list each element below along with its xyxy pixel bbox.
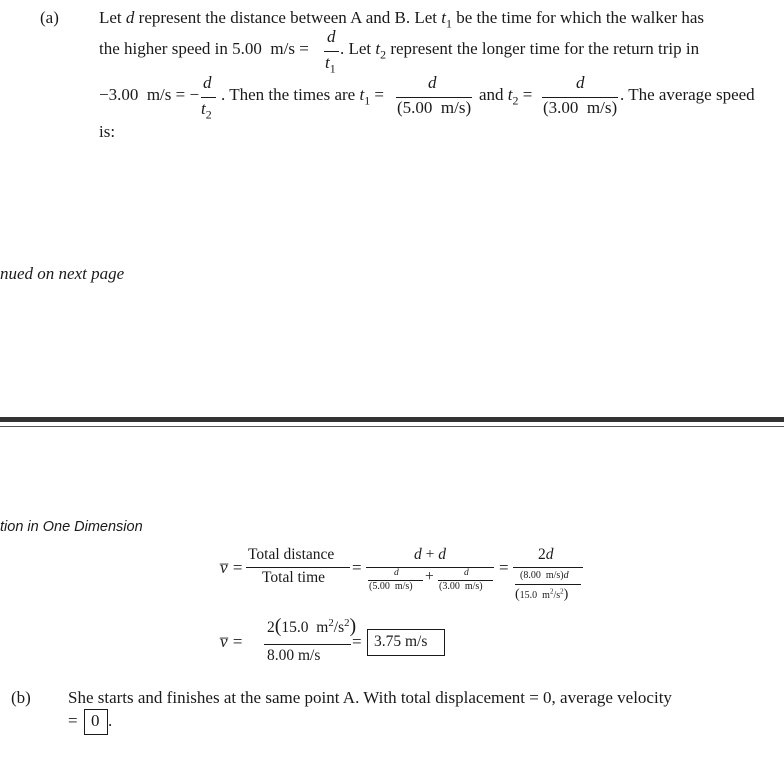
eq1-equals-1: = <box>352 558 362 577</box>
frac-t2-den-value: (3.00 m/s) <box>543 98 618 117</box>
part-b-label: (b) <box>11 688 31 707</box>
page-separator-thin <box>0 426 784 427</box>
chapter-header: tion in One Dimension <box>0 519 143 535</box>
frac-d-num-2: d <box>203 73 212 92</box>
eq2-frac-line <box>264 644 351 645</box>
eq2-result: 3.75 m/s <box>374 633 428 650</box>
eq1-den-15m2s2: (15.0 $m^2/s^2$) <box>515 587 569 602</box>
frac-t1-den-value: (5.00 m/s) <box>397 98 472 117</box>
eq2-denominator: 8.00 m/s <box>267 647 321 664</box>
eq1-den-3ms: (3.00 m/s) <box>439 581 483 592</box>
page-separator-thick <box>0 417 784 422</box>
eq1-frac-line-1 <box>246 567 350 568</box>
part-a-label: (a) <box>40 8 59 27</box>
frac-d-num: d <box>327 27 336 46</box>
eq1-den-5ms: (5.00 m/s) <box>369 581 413 592</box>
part-b-equals: = <box>68 711 78 730</box>
eq1-frac-line-3 <box>513 567 583 568</box>
frac-t2-den: $t_2$ <box>201 99 212 122</box>
eq1-den-d-small-1: d <box>394 568 399 578</box>
vbar-symbol-2: v̅ = <box>220 632 244 651</box>
continued-on-next-page: nued on next page <box>0 264 125 283</box>
eq1-num-d-plus-d: d + d <box>414 546 446 563</box>
eq1-den-total-time: Total time <box>262 569 326 586</box>
frac-t2-num: d <box>576 73 585 92</box>
eq1-den-d-small-2: d <box>464 568 469 578</box>
vbar-symbol-1: v̅ = <box>220 558 244 577</box>
frac-t1-den: $t_1$ <box>325 53 336 76</box>
frac-line-d-t2 <box>201 97 216 98</box>
part-b-period: . <box>108 711 113 730</box>
eq2-numerator: 2(15.0 $m^2/s^2$) <box>267 615 357 637</box>
part-a-line-2: the higher speed in 5.00 m/s = <box>99 39 309 58</box>
eq1-den-plus: + <box>425 568 434 585</box>
part-a-line-2-cont: . Let $t_2$ represent the longer time for the return trip in <box>340 39 700 62</box>
eq2-equals: = <box>352 632 362 651</box>
part-a-line-1: Let d represent the distance between A and B. Let $t_1$ be the time for which the walker has <box>99 8 705 31</box>
part-a-line-3-and: and $t_2$ = <box>479 85 533 108</box>
eq1-equals-2: = <box>499 558 509 577</box>
eq1-den-8ms-d: (8.00 m/s)d <box>520 570 569 581</box>
frac-t1-num: d <box>428 73 437 92</box>
eq1-den-sub-line-3 <box>515 584 581 585</box>
part-a-line-3-start: −3.00 m/s = − <box>99 85 200 104</box>
part-a-line-3-mid: . Then the times are $t_1$ = <box>221 85 385 108</box>
part-b-result: 0 <box>91 711 100 730</box>
part-b-line-1: She starts and finishes at the same point A. With total displacement = 0, average velocity <box>68 688 672 707</box>
part-a-line-4: is: <box>99 122 116 141</box>
eq1-num-total-distance: Total distance <box>248 546 335 563</box>
frac-line-d-t1 <box>324 51 339 52</box>
eq1-num-2d: 2d <box>538 546 554 563</box>
part-a-line-3-end: . The average speed <box>620 85 755 104</box>
